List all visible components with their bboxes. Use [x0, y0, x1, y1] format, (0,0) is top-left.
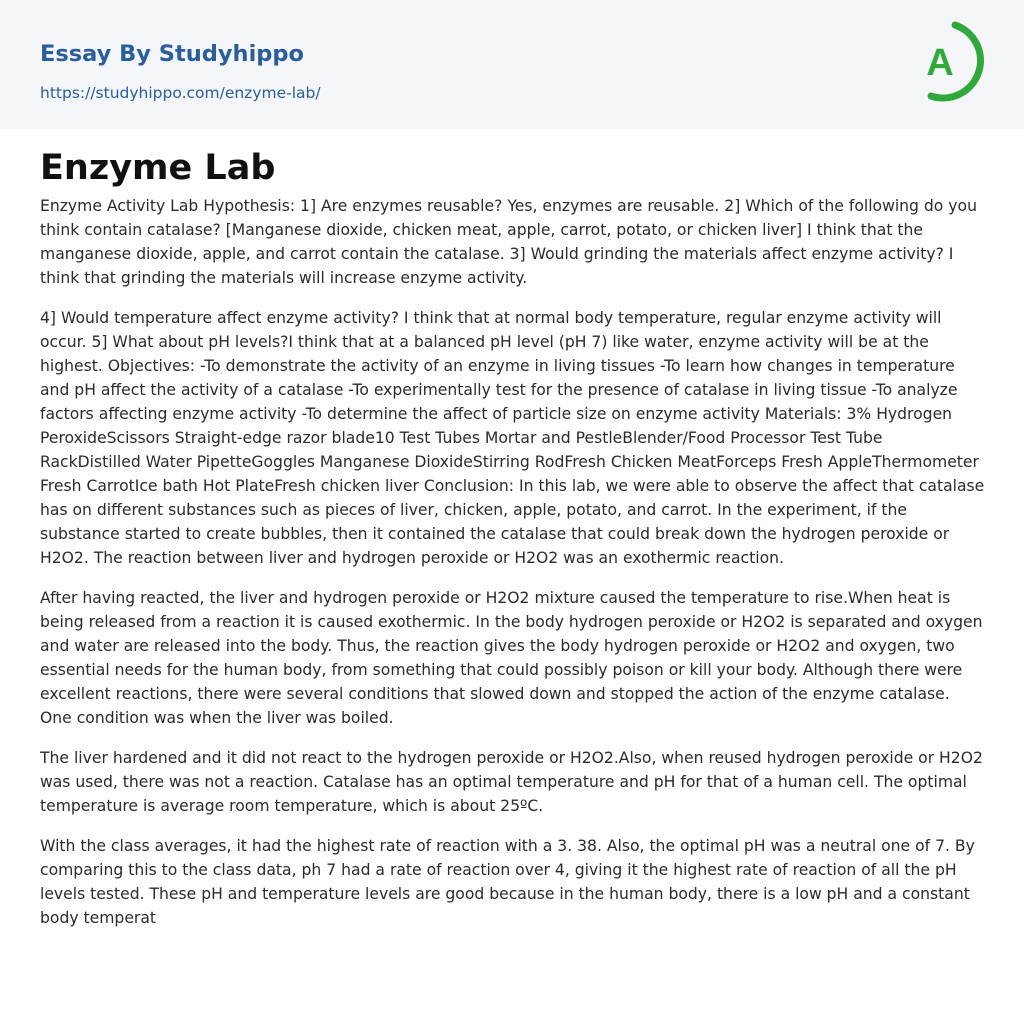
logo-letter: A	[926, 42, 954, 84]
logo-icon[interactable]	[909, 19, 989, 105]
article-body	[40, 194, 986, 946]
source-url-link[interactable]: https://studyhippo.com/enzyme-lab/	[40, 84, 321, 102]
site-brand[interactable]: Essay By Studyhippo	[40, 41, 304, 67]
article-paragraph: After having reacted, the liver and hydrogen peroxide or H2O2 mixture caused the temperature to rise.When heat is being released from a reaction it is caused exothermic. In the body hydrogen peroxide or H2O2 is separated and oxygen and water are released into the body. Thus, the reaction gives the body hydrogen peroxide or H2O2 and oxygen, two essential needs for the human body, from something that could possibly poison or kill your body. Although there were excellent reactions, there were several conditions that slowed down and stopped the action of the enzyme catalase. One condition was when the liver was boiled.	[40, 589, 983, 727]
article-paragraph: The liver hardened and it did not react to the hydrogen peroxide or H2O2.Also, when reused hydrogen peroxide or H2O2 was used, there was not a reaction. Catalase has an optimal temperature and pH for that of a human cell. The optimal temperature is average room temperature, which is about 25ºC.	[40, 749, 983, 815]
article-paragraph: With the class averages, it had the highest rate of reaction with a 3. 38. Also, the optimal pH was a neutral one of 7. By comparing this to the class data, ph 7 had a rate of reaction over 4, giving it the highest rate of reaction of all the pH levels tested. These pH and temperature levels are good because in the human body, there is a low pH and a constant body temperat	[40, 837, 975, 927]
article-paragraph: 4] Would temperature affect enzyme activity? I think that at normal body temperature, regular enzyme activity will occur. 5] What about pH levels?I think that at a balanced pH level (pH 7) like water, enzyme activity will be at the highest. Objectives: -To demonstrate the activity of an enzyme in living tissues -To learn how changes in temperature and pH affect the activity of a catalase -To experimentally test for the presence of catalase in living tissue -To analyze factors affecting enzyme activity -To determine the affect of particle size on enzyme activity Materials: 3% Hydrogen PeroxideScissors Straight-edge razor blade10 Test Tubes Mortar and PestleBlender/Food Processor Test Tube RackDistilled Water PipetteGoggles Manganese DioxideStirring RodFresh Chicken MeatForceps Fresh AppleThermometer Fresh CarrotIce bath Hot PlateFresh chicken liver Conclusion: In this lab, we were able to observe the affect that catalase has on different substances such as pieces of liver, chicken, apple, potato, and carrot. In the experiment, if the substance started to create bubbles, then it contained the catalase that could break down the hydrogen peroxide or H2O2. The reaction between liver and hydrogen peroxide or H2O2 was an exothermic reaction.	[40, 309, 985, 567]
page-title: Enzyme Lab	[40, 148, 276, 188]
article-paragraph: Enzyme Activity Lab Hypothesis: 1] Are enzymes reusable? Yes, enzymes are reusable. 2] Which of the following do you think contain catalase? [Manganese dioxide, chicken meat, apple, carrot, potato, or chicken liver] I think that the manganese dioxide, apple, and carrot contain the catalase. 3] Would grinding the materials affect enzyme activity? I think that grinding the materials will increase enzyme activity.	[40, 197, 977, 287]
